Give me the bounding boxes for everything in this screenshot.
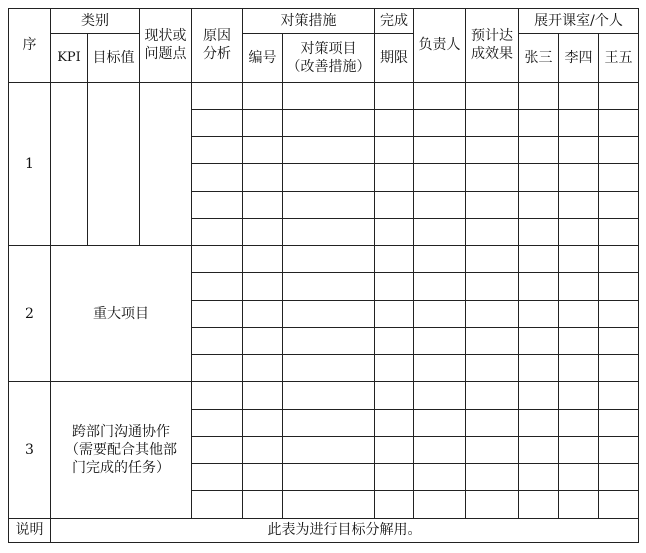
effect-cell[interactable]	[466, 164, 519, 191]
person1-header: 张三	[519, 34, 559, 82]
item-header-line1: 对策项目	[300, 40, 357, 57]
number-cell[interactable]	[243, 464, 283, 491]
deadline-cell[interactable]	[375, 82, 414, 109]
cause-cell[interactable]	[192, 82, 243, 109]
item-header	[283, 34, 375, 82]
row-seq: 3	[9, 382, 51, 518]
person3-cell[interactable]	[599, 137, 639, 164]
item-cell[interactable]	[283, 273, 375, 300]
person3-cell[interactable]	[599, 273, 639, 300]
number-cell[interactable]	[243, 164, 283, 191]
effect-cell[interactable]	[466, 273, 519, 300]
cause-cell[interactable]	[192, 191, 243, 218]
person1-cell[interactable]	[519, 491, 559, 518]
item-cell[interactable]	[283, 300, 375, 327]
person3-cell[interactable]	[599, 436, 639, 463]
owner-cell[interactable]	[414, 82, 466, 109]
number-cell[interactable]	[243, 436, 283, 463]
person1-cell[interactable]	[519, 246, 559, 273]
owner-cell[interactable]	[414, 109, 466, 136]
target-cell[interactable]	[88, 82, 140, 246]
person1-cell[interactable]	[519, 327, 559, 354]
deadline-cell[interactable]	[375, 382, 414, 409]
person2-cell[interactable]	[559, 191, 599, 218]
effect-header-line2: 成效果	[471, 46, 513, 63]
number-cell[interactable]	[243, 355, 283, 382]
goal-decomposition-table	[8, 8, 639, 543]
number-cell[interactable]	[243, 191, 283, 218]
kpi-header: KPI	[51, 34, 88, 82]
owner-cell[interactable]	[414, 164, 466, 191]
owner-cell[interactable]	[414, 355, 466, 382]
category-header: 类别	[51, 9, 140, 34]
item-cell[interactable]	[283, 218, 375, 245]
cause-cell[interactable]	[192, 137, 243, 164]
item-cell[interactable]	[283, 491, 375, 518]
person2-cell[interactable]	[559, 218, 599, 245]
note-label: 说明	[9, 518, 51, 542]
person2-cell[interactable]	[559, 82, 599, 109]
person3-cell[interactable]	[599, 409, 639, 436]
effect-cell[interactable]	[466, 191, 519, 218]
item-cell[interactable]	[283, 191, 375, 218]
cause-cell[interactable]	[192, 327, 243, 354]
item-header-line2: （改善措施）	[286, 58, 371, 75]
owner-cell[interactable]	[414, 137, 466, 164]
number-cell[interactable]	[243, 327, 283, 354]
deadline-cell[interactable]	[375, 327, 414, 354]
cause-cell[interactable]	[192, 109, 243, 136]
person3-cell[interactable]	[599, 327, 639, 354]
cause-cell[interactable]	[192, 464, 243, 491]
person3-cell[interactable]	[599, 218, 639, 245]
person1-cell[interactable]	[519, 164, 559, 191]
deadline-cell[interactable]	[375, 137, 414, 164]
measures-header: 对策措施	[243, 9, 375, 34]
deadline-cell[interactable]	[375, 191, 414, 218]
number-cell[interactable]	[243, 137, 283, 164]
cause-cell[interactable]	[192, 436, 243, 463]
item-cell[interactable]	[283, 82, 375, 109]
deadline-cell[interactable]	[375, 300, 414, 327]
owner-cell[interactable]	[414, 491, 466, 518]
cause-header	[192, 9, 243, 83]
owner-cell[interactable]	[414, 382, 466, 409]
person1-cell[interactable]	[519, 464, 559, 491]
owner-cell[interactable]	[414, 409, 466, 436]
owner-cell[interactable]	[414, 327, 466, 354]
number-cell[interactable]	[243, 273, 283, 300]
person1-cell[interactable]	[519, 382, 559, 409]
person2-cell[interactable]	[559, 464, 599, 491]
person2-cell[interactable]	[559, 109, 599, 136]
deadline-cell[interactable]	[375, 436, 414, 463]
person2-cell[interactable]	[559, 327, 599, 354]
effect-cell[interactable]	[466, 109, 519, 136]
owner-cell[interactable]	[414, 464, 466, 491]
person2-cell[interactable]	[559, 491, 599, 518]
cause-header-line1: 原因	[203, 28, 231, 45]
item-cell[interactable]	[283, 137, 375, 164]
cause-cell[interactable]	[192, 273, 243, 300]
person2-cell[interactable]	[559, 355, 599, 382]
seq-header: 序	[9, 9, 51, 83]
cause-cell[interactable]	[192, 164, 243, 191]
table-row	[9, 246, 639, 273]
deadline-cell[interactable]	[375, 164, 414, 191]
deadline-cell[interactable]	[375, 218, 414, 245]
rollout-header: 展开课室/个人	[519, 9, 639, 34]
owner-cell[interactable]	[414, 191, 466, 218]
row-seq: 2	[9, 246, 51, 382]
effect-cell[interactable]	[466, 436, 519, 463]
person1-cell[interactable]	[519, 273, 559, 300]
cause-cell[interactable]	[192, 246, 243, 273]
note-text: 此表为进行目标分解用。	[51, 518, 639, 542]
item-cell[interactable]	[283, 382, 375, 409]
person3-cell[interactable]	[599, 355, 639, 382]
person3-cell[interactable]	[599, 491, 639, 518]
deadline-cell[interactable]	[375, 273, 414, 300]
person1-cell[interactable]	[519, 191, 559, 218]
table-row	[9, 382, 639, 409]
done-header-top: 完成	[375, 9, 414, 34]
effect-cell[interactable]	[466, 464, 519, 491]
number-cell[interactable]	[243, 491, 283, 518]
table-row	[9, 82, 639, 109]
person1-cell[interactable]	[519, 300, 559, 327]
person1-cell[interactable]	[519, 355, 559, 382]
effect-cell[interactable]	[466, 409, 519, 436]
row-seq: 1	[9, 82, 51, 246]
person2-cell[interactable]	[559, 300, 599, 327]
group-label	[51, 382, 192, 518]
cause-cell[interactable]	[192, 300, 243, 327]
person2-cell[interactable]	[559, 436, 599, 463]
person1-cell[interactable]	[519, 82, 559, 109]
group-label-line: （需要配合其他部	[65, 442, 177, 459]
kpi-cell[interactable]	[51, 82, 88, 246]
group-label-line: 跨部门沟通协作	[72, 424, 170, 441]
cause-cell[interactable]	[192, 218, 243, 245]
effect-cell[interactable]	[466, 137, 519, 164]
status-header	[140, 9, 192, 83]
number-header: 编号	[243, 34, 283, 82]
cause-cell[interactable]	[192, 409, 243, 436]
person3-cell[interactable]	[599, 300, 639, 327]
person1-cell[interactable]	[519, 109, 559, 136]
deadline-cell[interactable]	[375, 409, 414, 436]
person1-cell[interactable]	[519, 436, 559, 463]
done-header-bottom: 期限	[375, 34, 414, 82]
effect-cell[interactable]	[466, 382, 519, 409]
number-cell[interactable]	[243, 218, 283, 245]
number-cell[interactable]	[243, 82, 283, 109]
person3-header: 王五	[599, 34, 639, 82]
item-cell[interactable]	[283, 355, 375, 382]
item-cell[interactable]	[283, 327, 375, 354]
person2-cell[interactable]	[559, 137, 599, 164]
item-cell[interactable]	[283, 436, 375, 463]
cause-header-line2: 分析	[203, 46, 231, 63]
owner-cell[interactable]	[414, 246, 466, 273]
person3-cell[interactable]	[599, 382, 639, 409]
group-label-line: 重大项目	[93, 305, 149, 322]
effect-cell[interactable]	[466, 491, 519, 518]
person2-cell[interactable]	[559, 273, 599, 300]
number-cell[interactable]	[243, 409, 283, 436]
target-header: 目标值	[88, 34, 140, 82]
deadline-cell[interactable]	[375, 109, 414, 136]
person2-cell[interactable]	[559, 246, 599, 273]
deadline-cell[interactable]	[375, 491, 414, 518]
number-cell[interactable]	[243, 109, 283, 136]
person1-cell[interactable]	[519, 218, 559, 245]
item-cell[interactable]	[283, 164, 375, 191]
effect-cell[interactable]	[466, 355, 519, 382]
owner-cell[interactable]	[414, 300, 466, 327]
person3-cell[interactable]	[599, 464, 639, 491]
deadline-cell[interactable]	[375, 355, 414, 382]
effect-header-line1: 预计达	[471, 28, 513, 45]
person3-cell[interactable]	[599, 164, 639, 191]
deadline-cell[interactable]	[375, 464, 414, 491]
person2-header: 李四	[559, 34, 599, 82]
effect-cell[interactable]	[466, 82, 519, 109]
effect-cell[interactable]	[466, 300, 519, 327]
cause-cell[interactable]	[192, 491, 243, 518]
person2-cell[interactable]	[559, 409, 599, 436]
person1-cell[interactable]	[519, 137, 559, 164]
status-cell[interactable]	[140, 82, 192, 246]
cause-cell[interactable]	[192, 382, 243, 409]
item-cell[interactable]	[283, 246, 375, 273]
item-cell[interactable]	[283, 464, 375, 491]
person3-cell[interactable]	[599, 82, 639, 109]
owner-header: 负责人	[414, 9, 466, 83]
item-cell[interactable]	[283, 109, 375, 136]
owner-cell[interactable]	[414, 273, 466, 300]
effect-cell[interactable]	[466, 246, 519, 273]
person2-cell[interactable]	[559, 164, 599, 191]
number-cell[interactable]	[243, 246, 283, 273]
person3-cell[interactable]	[599, 246, 639, 273]
deadline-cell[interactable]	[375, 246, 414, 273]
effect-cell[interactable]	[466, 327, 519, 354]
item-cell[interactable]	[283, 409, 375, 436]
person2-cell[interactable]	[559, 382, 599, 409]
person3-cell[interactable]	[599, 109, 639, 136]
owner-cell[interactable]	[414, 218, 466, 245]
status-header-line1: 现状或	[144, 28, 187, 45]
number-cell[interactable]	[243, 382, 283, 409]
effect-cell[interactable]	[466, 218, 519, 245]
number-cell[interactable]	[243, 300, 283, 327]
cause-cell[interactable]	[192, 355, 243, 382]
effect-header	[466, 9, 519, 83]
group-label-line: 门完成的任务）	[72, 460, 170, 477]
group-label	[51, 246, 192, 382]
owner-cell[interactable]	[414, 436, 466, 463]
status-header-line2: 问题点	[144, 46, 187, 63]
person1-cell[interactable]	[519, 409, 559, 436]
person3-cell[interactable]	[599, 191, 639, 218]
